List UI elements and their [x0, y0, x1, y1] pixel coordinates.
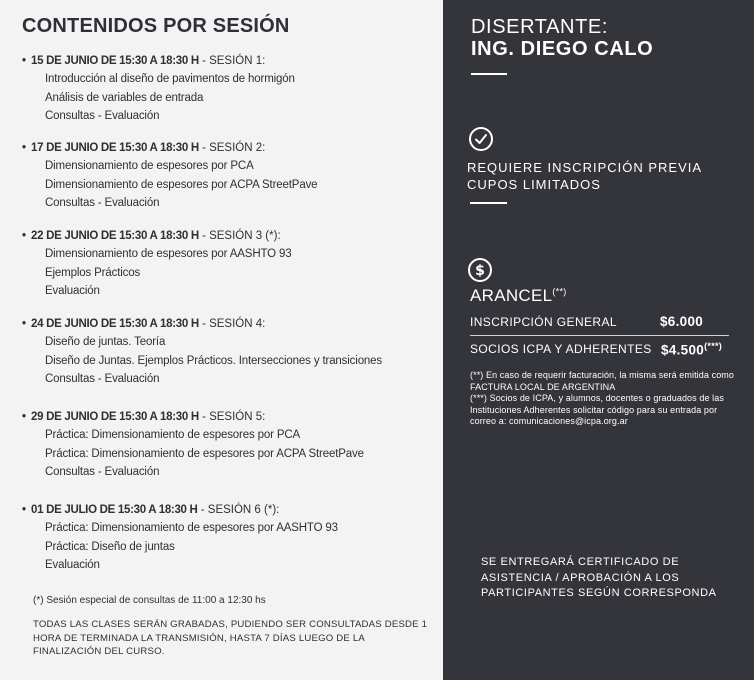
session-heading: • 01 DE JULIO DE 15:30 A 18:30 H - SESIÓN 6 (*):: [22, 504, 280, 516]
session-topic: Consultas - Evaluación: [45, 373, 160, 385]
session-datetime: 15 DE JUNIO DE 15:30 A 18:30 H: [31, 55, 199, 67]
session-topic: Dimensionamiento de espesores por ACPA StreetPave: [45, 178, 318, 191]
session-heading: • 17 DE JUNIO DE 15:30 A 18:30 H - SESIÓN 2:: [22, 142, 266, 154]
session-label: - SESIÓN 2:: [198, 142, 266, 154]
session-topic: Práctica: Dimensionamiento de espesores por PCA: [45, 429, 301, 441]
session-topic: Práctica: Dimensionamiento de espesores por ACPA StreetPave: [45, 447, 364, 460]
members-footnote: (***) Socios de ICPA, y alumnos, docentes o graduados de las Instituciones Adherentes solicitar código para su entrada por correo a: comunicaciones@icpa.org.ar: [470, 393, 724, 427]
members-footnote-mark: (***): [704, 341, 723, 351]
check-circle-icon: [469, 127, 493, 151]
members-price-value: $4.500: [661, 342, 705, 358]
divider: [470, 202, 507, 204]
speaker-label: DISERTANTE:: [471, 16, 608, 38]
session-heading: • 22 DE JUNIO DE 15:30 A 18:30 H - SESIÓN 3 (*):: [22, 230, 281, 242]
session-4: [22, 315, 442, 389]
session-topic: Consultas - Evaluación: [45, 466, 160, 478]
session-1: [22, 52, 442, 126]
fee-label: ARANCEL: [470, 286, 553, 305]
invoice-footnote: (**) En caso de requerir facturación, la misma será emitida como FACTURA LOCAL DE ARGENTINA: [470, 370, 735, 392]
info-panel: [443, 0, 754, 680]
session-datetime: 17 DE JUNIO DE 15:30 A 18:30 H: [31, 142, 199, 154]
fee-footnotes: [470, 370, 740, 428]
members-price-row: [470, 342, 730, 356]
limited-seats-line: CUPOS LIMITADOS: [467, 177, 601, 192]
members-label: SOCIOS ICPA Y ADHERENTES: [470, 342, 652, 356]
session-label: - SESIÓN 6 (*):: [197, 504, 280, 516]
session-heading: • 15 DE JUNIO DE 15:30 A 18:30 H - SESIÓN 1:: [22, 55, 266, 67]
special-session-note: (*) Sesión especial de consultas de 11:00 a 12:30 hs: [33, 595, 266, 606]
session-datetime: 29 DE JUNIO DE 15:30 A 18:30 H: [31, 411, 199, 423]
session-6: [22, 501, 442, 575]
session-label: - SESIÓN 3 (*):: [198, 230, 281, 242]
session-topic: Evaluación: [45, 559, 100, 571]
session-topic: Análisis de variables de entrada: [45, 91, 204, 104]
general-price: $6.000: [660, 314, 704, 329]
svg-text:$: $: [475, 263, 485, 279]
session-topic: Práctica: Dimensionamiento de espesores por AASHTO 93: [45, 522, 338, 534]
certificate-note: SE ENTREGARÁ CERTIFICADO DE ASISTENCIA / APROBACIÓN A LOS PARTICIPANTES SEGÚN CORRESPONDA: [481, 556, 717, 599]
session-label: - SESIÓN 4:: [198, 318, 266, 330]
session-topic: Diseño de Juntas. Ejemplos Prácticos. Intersecciones y transiciones: [45, 354, 383, 367]
session-topic: Diseño de juntas. Teoría: [45, 336, 166, 348]
speaker-name: ING. DIEGO CALO: [471, 38, 654, 60]
session-datetime: 24 DE JUNIO DE 15:30 A 18:30 H: [31, 318, 199, 330]
session-topic: Consultas - Evaluación: [45, 197, 160, 209]
session-topic: Evaluación: [45, 285, 100, 297]
session-5: [22, 408, 442, 482]
members-price: [661, 341, 722, 358]
session-topic: Introducción al diseño de pavimentos de hormigón: [45, 73, 295, 85]
session-2: [22, 139, 442, 213]
session-heading: • 24 DE JUNIO DE 15:30 A 18:30 H - SESIÓN 4:: [22, 318, 266, 330]
session-3: [22, 227, 442, 301]
fee-footnote-mark: (**): [552, 286, 567, 297]
session-datetime: 22 DE JUNIO DE 15:30 A 18:30 H: [31, 230, 199, 242]
session-topic: Ejemplos Prácticos: [45, 266, 141, 279]
fee-heading: [470, 286, 567, 306]
session-topic: Dimensionamiento de espesores por PCA: [45, 160, 254, 172]
session-label: - SESIÓN 1:: [198, 55, 266, 67]
recorded-classes-note: TODAS LAS CLASES SERÁN GRABADAS, PUDIENDO SER CONSULTADAS DESDE 1 HORA DE TERMINADA LA TRANSMISIÓN, HASTA 7 DÍAS LUEGO DE LA FINALIZACIÓN DEL CURSO.: [33, 619, 428, 657]
session-heading: • 29 DE JUNIO DE 15:30 A 18:30 H - SESIÓN 5:: [22, 411, 266, 423]
requirement-line: REQUIERE INSCRIPCIÓN PREVIA: [467, 160, 703, 175]
session-datetime: 01 DE JULIO DE 15:30 A 18:30 H: [31, 504, 198, 516]
divider: [471, 73, 507, 75]
price-divider: [470, 335, 729, 336]
session-topic: Consultas - Evaluación: [45, 110, 160, 122]
dollar-circle-icon: [468, 258, 492, 282]
registration-requirement: [467, 159, 702, 193]
general-price-row: [470, 315, 730, 329]
session-label: - SESIÓN 5:: [198, 411, 266, 423]
general-label: INSCRIPCIÓN GENERAL: [470, 315, 617, 329]
session-topic: Dimensionamiento de espesores por AASHTO 93: [45, 248, 292, 260]
page-title: CONTENIDOS POR SESIÓN: [22, 15, 290, 37]
session-topic: Práctica: Diseño de juntas: [45, 540, 175, 553]
